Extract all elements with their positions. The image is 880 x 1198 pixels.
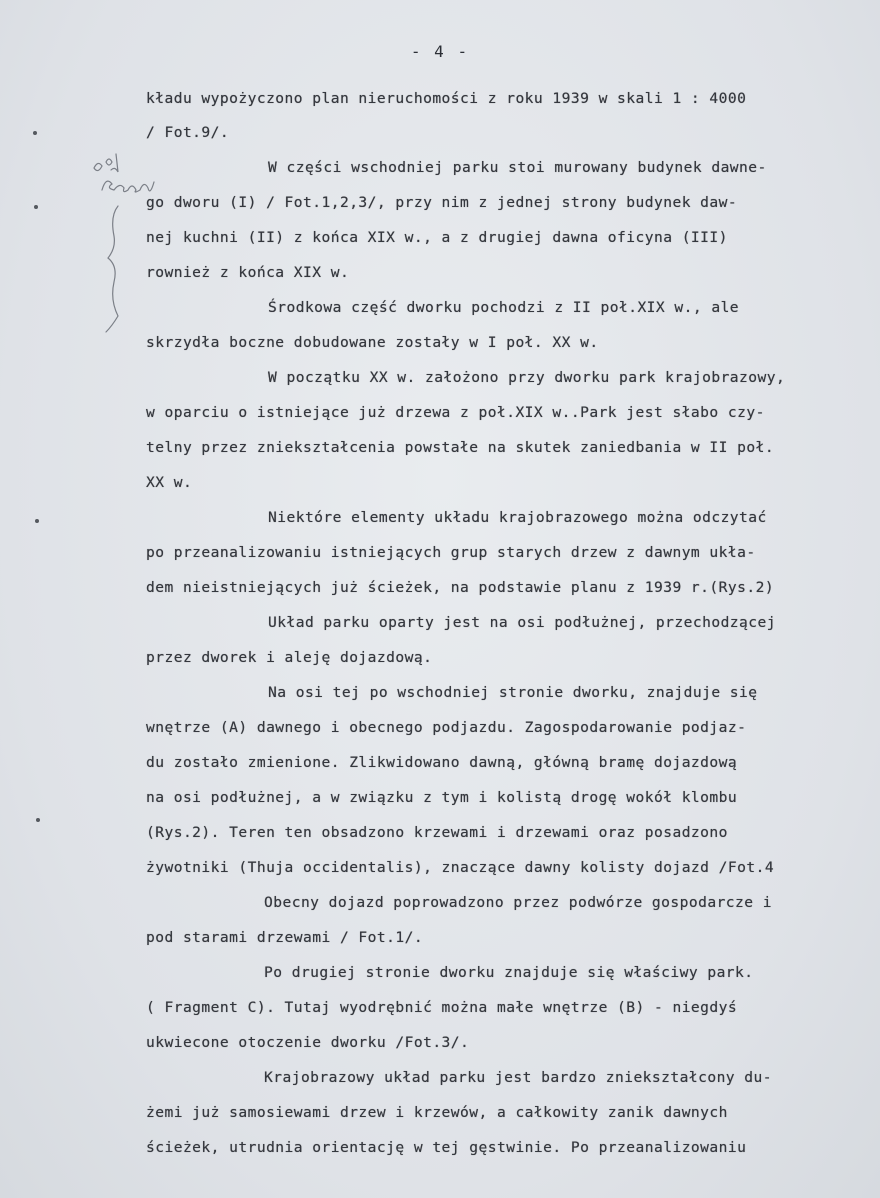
text-line: telny przez zniekształcenia powstałe na skutek zaniedbania w II poł. <box>146 439 775 456</box>
text-line: (Rys.2). Teren ten obsadzono krzewami i drzewami oraz posadzono <box>146 824 728 841</box>
text-line: go dworu (I) / Fot.1,2,3/, przy nim z jednej strony budynek daw- <box>146 194 738 211</box>
text-line: wnętrze (A) dawnego i obecnego podjazdu. Zagospodarowanie podjaz- <box>146 719 747 736</box>
page-number: - 4 - <box>410 42 470 61</box>
text-line: du zostało zmienione. Zlikwidowano dawną, główną bramę dojazdową <box>146 754 738 771</box>
text-line: rownież z końca XIX w. <box>146 264 350 281</box>
text-line: dem nieistniejących już ścieżek, na podstawie planu z 1939 r.(Rys.2) <box>146 579 775 596</box>
text-line: po przeanalizowaniu istniejących grup starych drzew z dawnym ukła- <box>146 544 756 561</box>
text-line: przez dworek i aleję dojazdową. <box>146 649 433 666</box>
text-line: Po drugiej stronie dworku znajduje się właściwy park. <box>264 964 754 981</box>
text-line: żywotniki (Thuja occidentalis), znaczące dawny kolisty dojazd /Fot.4 <box>146 859 775 876</box>
text-line: na osi podłużnej, a w związku z tym i kolistą drogę wokół klombu <box>146 789 738 806</box>
text-line: Krajobrazowy układ parku jest bardzo zniekształcony du- <box>264 1069 772 1086</box>
handwritten-margin-note <box>88 150 188 370</box>
punch-mark <box>34 205 38 209</box>
text-line: W części wschodniej parku stoi murowany budynek dawne- <box>268 159 767 176</box>
text-line: skrzydła boczne dobudowane zostały w I poł. XX w. <box>146 334 599 351</box>
text-line: nej kuchni (II) z końca XIX w., a z drugiej dawna oficyna (III) <box>146 229 728 246</box>
text-line: Niektóre elementy układu krajobrazowego można odczytać <box>268 509 767 526</box>
text-line: Układ parku oparty jest na osi podłużnej, przechodzącej <box>268 614 776 631</box>
text-line: Obecny dojazd poprowadzono przez podwórze gospodarcze i <box>264 894 772 911</box>
text-line: XX w. <box>146 474 193 491</box>
punch-mark <box>33 131 37 135</box>
text-line: W początku XX w. założono przy dworku park krajobrazowy, <box>268 369 786 386</box>
text-line: ścieżek, utrudnia orientację w tej gęstwinie. Po przeanalizowaniu <box>146 1139 747 1156</box>
text-line: żemi już samosiewami drzew i krzewów, a całkowity zanik dawnych <box>146 1104 728 1121</box>
text-line: / Fot.9/. <box>146 124 230 141</box>
text-line: Środkowa część dworku pochodzi z II poł.XIX w., ale <box>268 299 740 316</box>
text-line: ( Fragment C). Tutaj wyodrębnić można małe wnętrze (B) - niegdyś <box>146 999 738 1016</box>
punch-mark <box>36 818 40 822</box>
text-line: pod starami drzewami / Fot.1/. <box>146 929 424 946</box>
text-line: Na osi tej po wschodniej stronie dworku, znajduje się <box>268 684 758 701</box>
text-line: w oparciu o istniejące już drzewa z poł.XIX w..Park jest słabo czy- <box>146 404 765 421</box>
text-line: ukwiecone otoczenie dworku /Fot.3/. <box>146 1034 470 1051</box>
punch-mark <box>35 519 39 523</box>
margin-note-scribble-icon <box>88 150 188 370</box>
text-line: kładu wypożyczono plan nieruchomości z roku 1939 w skali 1 : 4000 <box>146 90 747 107</box>
